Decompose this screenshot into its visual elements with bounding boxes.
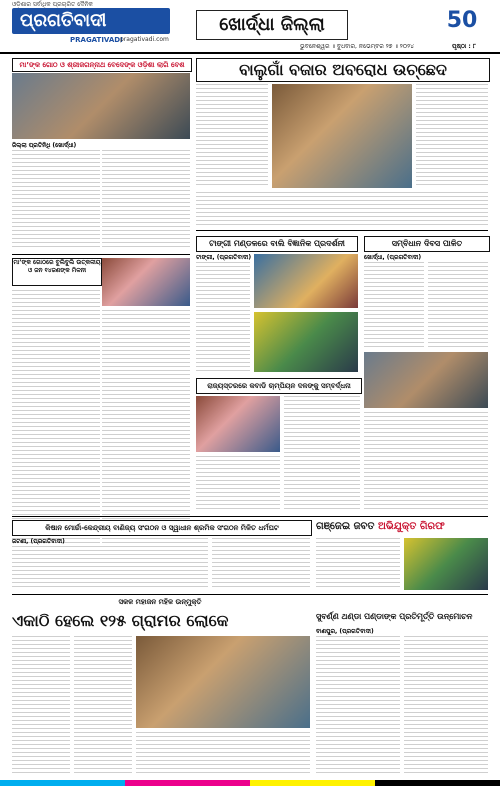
story-8-text-a <box>316 538 400 590</box>
story-6-text-b <box>196 456 280 512</box>
story-9-kicker: ସକଳ ମହାଜନ ମହିଳ ଉନ୍ମୁକ୍ତି <box>118 598 202 606</box>
newspaper-logo: ପ୍ରଗତିବାଦୀ <box>12 8 170 34</box>
story-5-text-b <box>428 262 488 348</box>
divider <box>196 230 488 231</box>
story-1-text-b <box>102 150 190 250</box>
story-10-text-a <box>316 636 400 774</box>
story-6-text-a <box>284 396 360 512</box>
anniversary-emblem: 50 <box>446 8 478 33</box>
story-5-text-a <box>364 262 424 348</box>
story-4-photo-b <box>254 312 358 372</box>
story-8-headline-b: ଅଭିଯୁକ୍ତ ଗିରଫ <box>378 521 445 532</box>
story-1-byline: ଜିଲ୍ଲା ପ୍ରତିନିଧି (ଖୋର୍ଦ୍ଧା) <box>12 142 77 149</box>
story-8-headline <box>316 520 488 534</box>
page-number: ପୃଷ୍ଠା : ୮ <box>452 43 476 50</box>
story-5-photo <box>364 352 488 408</box>
story-9-text-b <box>74 636 132 774</box>
story-7-text-c <box>212 538 310 590</box>
print-color-bar <box>0 780 500 786</box>
story-5-text-c <box>364 412 488 512</box>
story-10-headline: ସୁବର୍ଣ୍ଣ ଥଣ୍ଡା ପଣ୍ଡାଙ୍କ ପ୍ରତିମୂର୍ତ୍ତି ଉନ୍ମୋଚନ <box>316 612 473 621</box>
story-10-text-b <box>404 636 488 774</box>
story-2-text-b <box>416 84 488 188</box>
divider <box>12 254 190 255</box>
story-3-photo <box>102 258 190 306</box>
story-7-headline: କିଷାନ ମୋର୍ଚ୍ଚା-କେନ୍ଦ୍ରୀୟ ବାଣିଜ୍ୟ ସଂଗଠନ ଓ ସ୍ୱାଧୀନ ଶ୍ରମିକ ସଂଗଠନ ମିଳିତ ଧର୍ମଘଟ <box>12 520 312 536</box>
story-4-photo-a <box>254 254 358 308</box>
story-2-text-a <box>196 84 268 188</box>
story-9-headline: ଏକାଠି ହେଲେ ୧୨୫ ଗ୍ରାମର ଲୋକେ <box>12 611 229 630</box>
story-9-text-a <box>12 636 70 774</box>
story-4-text-a <box>196 262 250 372</box>
story-3-headline: ମା’ଙ୍କ ଗୋଠରେ ବୁଲିବୁଲି ଉତ୍କଳୀୟ ଓ ଜନ ୧୪ଜଣଙ୍କ ମିଳନୀ <box>12 258 102 286</box>
story-9-photo <box>136 636 310 728</box>
dateline: ଭୁବନେଶ୍ୱର ॥ ବୁଧବାର, ନଭେମ୍ବର ୨୭ ॥ ୨୦୨୪ <box>300 43 414 50</box>
story-2-text-c <box>196 192 488 226</box>
masthead-tagline: ଓଡ଼ିଶାର ସର୍ବାଧିକ ପ୍ରଚାରିତ ଦୈନିକ <box>12 1 93 8</box>
divider <box>12 594 488 595</box>
story-7-byline: ଜଟଣୀ, (ପ୍ରଗତିବାଦୀ) <box>12 538 65 545</box>
story-1-text-a <box>12 150 100 250</box>
section-title: ଖୋର୍ଦ୍ଧା ଜିଲ୍ଲା <box>196 10 348 40</box>
story-1-headline: ମା’ଙ୍କ ଗୋଠ ଓ ଶ୍ରୀଜଗନ୍ନାଥ ବେଦେଙ୍କ ଓଡ଼ିଶା ଲାଗି ବେଶ <box>12 58 192 72</box>
story-4-byline: ଟାଙ୍ଗୀ, (ପ୍ରଗତିବାଦୀ) <box>196 254 252 261</box>
story-1-photo <box>12 73 190 139</box>
story-9-text-c <box>136 732 310 774</box>
story-7-text-a <box>12 546 108 590</box>
story-6-headline: ରାଜ୍ୟସ୍ତରରେ କବାଡି ଚାମ୍ପିୟନ ଦଳଙ୍କୁ ସମ୍ବର୍ଦ୍ଧନା <box>196 378 362 394</box>
logo-subtitle: PRAGATIVADI <box>70 36 123 44</box>
story-2-headline: ବାଲୁଗାଁ ବଜାର ଅବରୋଧ ଉଚ୍ଛେଦ <box>196 58 490 82</box>
story-6-photo <box>196 396 280 452</box>
story-10-byline: ବାଣପୁର, (ପ୍ରଗତିବାଦୀ) <box>316 628 374 635</box>
story-8-headline-a: ଗଞ୍ଜେଇ ଜବତ <box>316 521 375 532</box>
divider <box>12 516 488 517</box>
story-5-byline: ଖୋର୍ଦ୍ଧା, (ପ୍ରଗତିବାଦୀ) <box>364 254 422 261</box>
story-7-text-b <box>112 538 208 590</box>
masthead <box>0 0 500 54</box>
story-5-headline: ସମ୍ବିଧାନ ଦିବସ ପାଳିତ <box>364 236 490 252</box>
story-8-photo <box>404 538 488 590</box>
logo-url: pragativadi.com <box>120 36 169 43</box>
story-4-headline: ଟାଙ୍ଗୀ ମଣ୍ଡଳରେ ବାଲି ବିଜ୍ଞାନିକ ପ୍ରଦର୍ଶନୀ <box>196 236 358 252</box>
story-2-photo <box>272 84 412 188</box>
